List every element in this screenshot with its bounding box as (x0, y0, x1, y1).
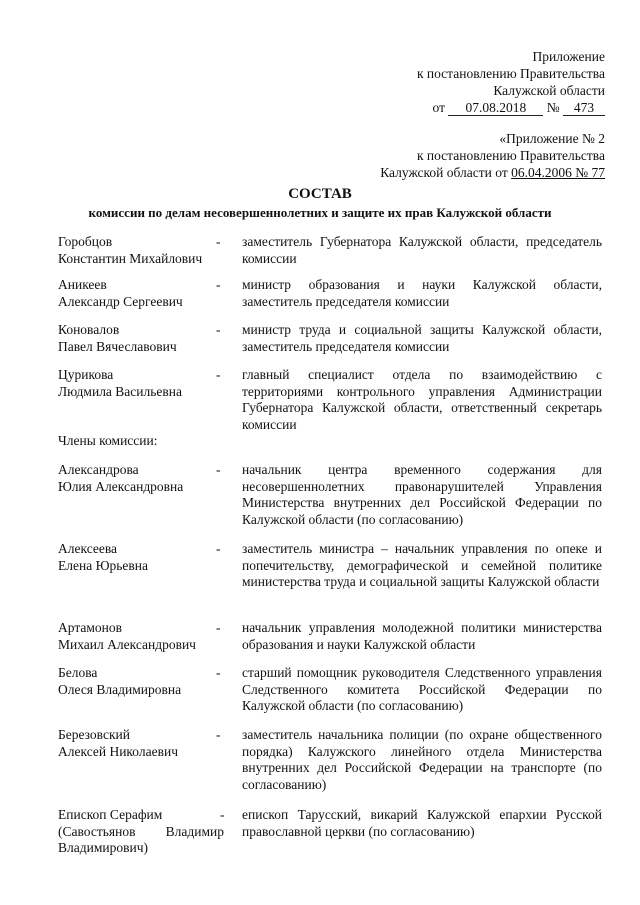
original-resolution-number: 77 (591, 165, 605, 180)
person-surname: Аникеев (58, 277, 107, 292)
appendix-label: Приложение (532, 49, 605, 64)
entry-dash: - (216, 462, 221, 477)
members-heading: Члены комиссии: (58, 433, 158, 448)
person-surname: Епископ Серафим (58, 807, 163, 822)
number-sign: № (546, 100, 560, 115)
document-subtitle: комиссии по делам несовершеннолетних и защите их прав Калужской области (88, 205, 552, 220)
person-name (58, 462, 208, 495)
entry-dash: - (220, 807, 225, 822)
person-name (58, 620, 208, 653)
original-resolution-date: 06.04.2006 (511, 165, 572, 180)
person-surname: Горобцов (58, 234, 113, 249)
person-given-names: Павел Вячеславович (58, 338, 177, 354)
person-given-names: Юлия Александровна (58, 478, 184, 494)
appendix-header (417, 48, 605, 116)
original-resolution-line: к постановлению Правительства (416, 148, 605, 163)
person-given-names: Константин Михайлович (58, 250, 203, 266)
person-given-names: Елена Юрьевна (58, 557, 148, 573)
person-position: министр образования и науки Калужской области, заместитель председателя комиссии (242, 277, 602, 309)
date-prefix: от (432, 100, 445, 115)
original-date-prefix: Калужской области от (380, 165, 512, 180)
entry-dash: - (216, 665, 221, 680)
entry-dash: - (216, 620, 221, 635)
original-appendix-label: «Приложение № 2 (499, 131, 605, 146)
person-name (58, 277, 208, 310)
person-name (58, 727, 208, 760)
entry-dash: - (216, 322, 221, 337)
person-name (58, 665, 208, 698)
person-position: начальник центра временного содержания для несовершеннолетних правонарушителей Управления Министерства внутренних дел Российской Федерации по Калужской области (по согласованию) (242, 462, 602, 527)
original-number-sign: № (571, 165, 592, 180)
appendix-resolution-line: к постановлению Правительства (416, 66, 605, 81)
person-name (58, 807, 224, 857)
resolution-date: 07.08.2018 (448, 101, 543, 116)
person-position: заместитель министра – начальник управления по опеке и попечительству, демографической и семейной политике министерства труда и социальной защиты Калужской области (242, 541, 602, 589)
person-position: заместитель Губернатора Калужской области, председатель комиссии (242, 234, 602, 266)
appendix-region-line: Калужской области (493, 83, 605, 98)
person-name (58, 367, 208, 400)
person-surname: Алексеева (58, 541, 118, 556)
person-given-names: Алексей Николаевич (58, 743, 178, 759)
person-given-names: Олеся Владимировна (58, 681, 182, 697)
person-name (58, 234, 208, 267)
resolution-number: 473 (563, 101, 605, 116)
original-date-line (380, 164, 605, 181)
person-surname: Цурикова (58, 367, 114, 382)
person-position: начальник управления молодежной политики министерства образования и науки Калужской области (242, 620, 602, 652)
person-surname: Александрова (58, 462, 139, 477)
entry-dash: - (216, 541, 221, 556)
document-title: СОСТАВ (288, 186, 352, 202)
person-surname: Коновалов (58, 322, 120, 337)
original-appendix-header (380, 130, 605, 181)
person-position: старший помощник руководителя Следственного управления Следственного комитета Российской Федерации по Калужской области (по согласованию) (242, 665, 602, 713)
person-given-names: Людмила Васильевна (58, 383, 182, 399)
person-name (58, 322, 208, 355)
person-surname: Березовский (58, 727, 130, 742)
entry-dash: - (216, 234, 221, 249)
person-name (58, 541, 208, 574)
person-position: заместитель начальника полиции (по охране общественного порядка) Калужского линейного отдела Министерства внутренних дел Российской Федерации на транспорте (по согласованию) (242, 727, 602, 792)
person-given-names: (Савостьянов Владимир Владимирович) (58, 823, 224, 855)
person-surname: Артамонов (58, 620, 123, 635)
entry-dash: - (216, 367, 221, 382)
entry-dash: - (216, 277, 221, 292)
appendix-date-line (417, 99, 605, 116)
person-position: министр труда и социальной защиты Калужской области, заместитель председателя комиссии (242, 322, 602, 354)
person-surname: Белова (58, 665, 98, 680)
person-position: епископ Тарусский, викарий Калужской епархии Русской православной церкви (по согласованию) (242, 807, 602, 839)
person-given-names: Михаил Александрович (58, 636, 196, 652)
person-position: главный специалист отдела по взаимодействию с территориями контрольного управления Администрации Губернатора Калужской области, ответственный секретарь комиссии (242, 367, 602, 432)
entry-dash: - (216, 727, 221, 742)
person-given-names: Александр Сергеевич (58, 293, 183, 309)
